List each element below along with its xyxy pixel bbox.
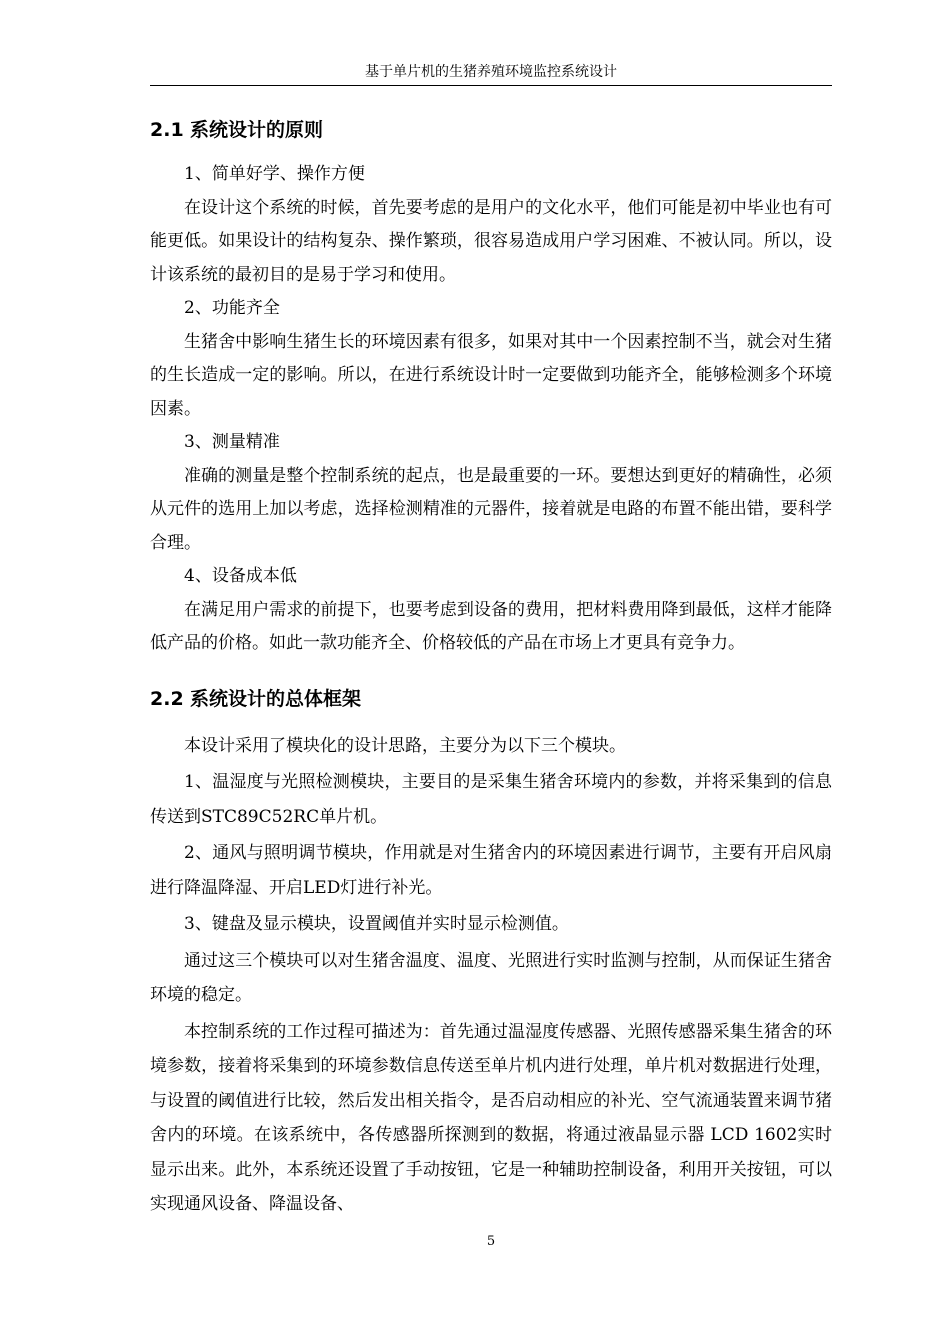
paragraph: 准确的测量是整个控制系统的起点，也是最重要的一环。要想达到更好的精确性，必须从元件的选用上加以考虑，选择检测精准的元器件，接着就是电路的布置不能出错，要科学合理。	[150, 465, 832, 553]
section-number: 2.2	[150, 687, 184, 710]
section-title: 系统设计的总体框架	[190, 687, 362, 710]
list-heading: 2、功能齐全	[184, 298, 280, 318]
list-heading: 4、设备成本低	[184, 566, 297, 586]
section-2-1-body	[150, 158, 832, 661]
list-heading: 3、测量精准	[184, 432, 280, 452]
header-rule	[150, 85, 832, 86]
list-heading: 1、简单好学、操作方便	[184, 164, 365, 184]
section-heading-2-1	[150, 112, 832, 148]
paragraph: 1、温湿度与光照检测模块，主要目的是采集生猪舍环境内的参数，并将采集到的信息传送到STC89C52RC单片机。	[150, 772, 832, 827]
paragraph: 在满足用户需求的前提下，也要考虑到设备的费用，把材料费用降到最低，这样才能降低产品的价格。如此一款功能齐全、价格较低的产品在市场上才更具有竞争力。	[150, 599, 832, 653]
section-heading-2-2	[150, 681, 832, 717]
page-number: 5	[486, 1234, 496, 1249]
paragraph: 本设计采用了模块化的设计思路，主要分为以下三个模块。	[184, 735, 626, 756]
paragraph: 本控制系统的工作过程可描述为：首先通过温湿度传感器、光照传感器采集生猪舍的环境参数，接着将采集到的环境参数信息传送至单片机内进行处理，单片机对数据进行处理，与设置的阈值进行比较，然后发出相关指令，是否启动相应的补光、空气流通装置来调节猪舍内的环境。在该系统中，各传感器所探测到的数据，将通过液晶显示器 LCD 1602实时显示出来。此外，本系统还设置了手动按钮，它是一种辅助控制设备，利用开关按钮，可以实现通风设备、降温设备、	[150, 1021, 832, 1214]
page-content	[150, 112, 832, 1224]
paragraph: 3、键盘及显示模块，设置阈值并实时显示检测值。	[184, 914, 569, 934]
section-2-2-body	[150, 729, 832, 1222]
paragraph: 通过这三个模块可以对生猪舍温度、温度、光照进行实时监测与控制，从而保证生猪舍环境的稳定。	[150, 950, 832, 1005]
section-title: 系统设计的原则	[190, 119, 324, 141]
paragraph: 在设计这个系统的时候，首先要考虑的是用户的文化水平，他们可能是初中毕业也有可能更低。如果设计的结构复杂、操作繁琐，很容易造成用户学习困难、不被认同。所以，设计该系统的最初目的是易于学习和使用。	[150, 197, 832, 285]
section-number: 2.1	[150, 119, 184, 141]
paragraph: 生猪舍中影响生猪生长的环境因素有很多，如果对其中一个因素控制不当，就会对生猪的生长造成一定的影响。所以，在进行系统设计时一定要做到功能齐全，能够检测多个环境因素。	[150, 331, 832, 419]
running-header: 基于单片机的生猪养殖环境监控系统设计	[365, 64, 617, 80]
paragraph: 2、通风与照明调节模块，作用就是对生猪舍内的环境因素进行调节，主要有开启风扇进行降温降湿、开启LED灯进行补光。	[150, 843, 832, 898]
